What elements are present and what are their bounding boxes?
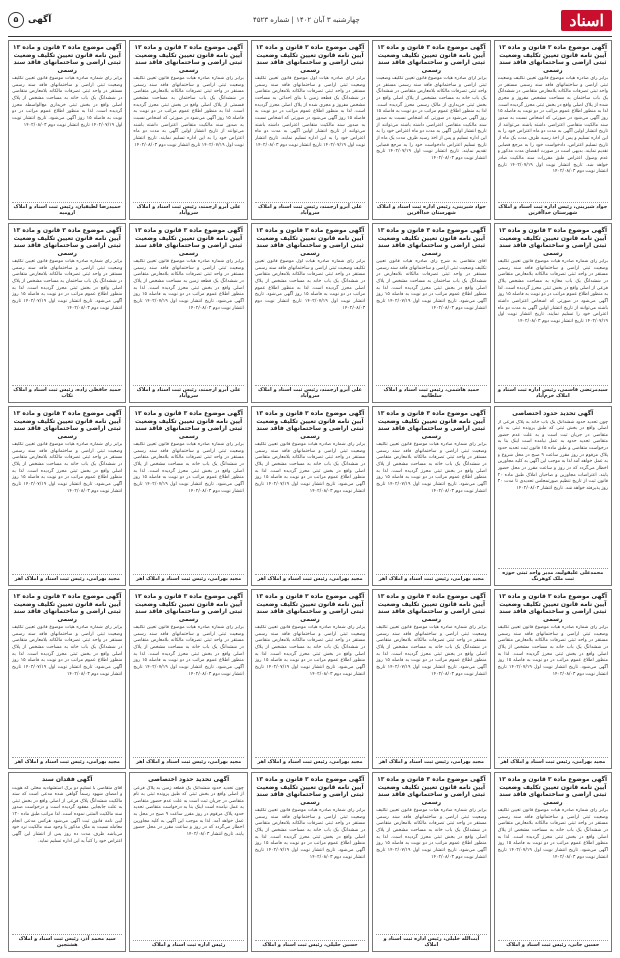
ad-title: آگهی موضوع ماده ۳ قانون و ماده ۱۳ آیین نامه قانون تعیین تکلیف وضعیت ثبتی اراضی و ساختمانهای فاقد سند رسمی [255,410,365,440]
ad-title: آگهی موضوع ماده ۳ قانون و ماده ۱۳ آیین نامه قانون تعیین تکلیف وضعیت ثبتی اراضی و ساختمانهای فاقد سند رسمی [377,227,486,257]
ad-body: برابر رأی شماره صادره هیأت اول موضوع قانون تعیین تکلیف وضعیت ثبتی اراضی و ساختمانهای فاقد سند رسمی مستقر در واحد ثبتی تصرفات مالکانه بلامعارض متقاضی در ششدانگ یک باب خانه به مساحت مشخص از پلاک اصلی محرز گردیده است. لذا به منظور اطلاع عموم مراتب در دو نوبت به فاصله ۱۵ روز آگهی می‌شود. تاریخ انتشار نوبت اول ۱۴۰۲/۰۷/۱۹ تاریخ انتشار نوبت دوم ۱۴۰۲/۰۸/۰۳ [254,259,366,311]
ad-title: آگهی موضوع ماده ۳ قانون و ماده ۱۳ آیین نامه قانون تعیین تکلیف وضعیت ثبتی اراضی و ساختمانهای فاقد سند رسمی [498,776,608,806]
ad-signature: علی آبرو ارجمند، رئیس ثبت اسناد و املاک سروآباد [255,385,365,399]
ad-notice [251,40,369,220]
ad-signature: مجید بهرامی، رئیس ثبت اسناد و املاک اهر [12,574,122,582]
page-number: ۵ [8,12,24,28]
ad-signature: حمید حافظی زاده، رئیس ثبت اسناد و املاک تکاب [13,387,122,399]
issue-info: چهارشنبه ۳ آبان ۱۴۰۲ | شماره ۴۵۲۳ [252,16,360,24]
ad-body: برابر رأی شماره صادره هیأت موضوع قانون تعیین تکلیف وضعیت ثبتی اراضی و ساختمانهای فاقد سند رسمی مستقر در واحد ثبتی تصرفات مالکانه بلامعارض متقاضی در ششدانگ یک باب خانه به مساحت مشخص از پلاک اصلی واقع در بخش ثبتی خریداری مع‌الواسطه محرز گردیده است. لذا به منظور اطلاع عموم مراتب در دو نوبت به فاصله ۱۵ روز آگهی می‌شود. تاریخ انتشار نوبت اول ۱۴۰۲/۰۷/۱۹ تاریخ انتشار نوبت دوم ۱۴۰۲/۰۸/۰۳ [12,76,123,128]
ad-title: آگهی موضوع ماده ۳ قانون و ماده ۱۳ آیین نامه قانون تعیین تکلیف وضعیت ثبتی اراضی و ساختمانهای فاقد سند رسمی [255,44,365,74]
ad-body: برابر رأی شماره صادره هیأت موضوع قانون تعیین تکلیف وضعیت ثبتی اراضی و ساختمانهای فاقد سند رسمی مستقر در واحد ثبتی تصرفات مالکانه بلامعارض متقاضی در ششدانگ یک باب خانه به مساحت مشخص از پلاک اصلی واقع در بخش ثبتی محرز گردیده است. لذا به منظور اطلاع عموم مراتب در دو نوبت به فاصله ۱۵ روز آگهی می‌شود. تاریخ انتشار نوبت اول ۱۴۰۲/۰۷/۱۹ تاریخ انتشار نوبت دوم ۱۴۰۲/۰۸/۰۳ [376,625,487,677]
ad-title: آگهی موضوع ماده ۳ قانون و ماده ۱۳ آیین نامه قانون تعیین تکلیف وضعیت ثبتی اراضی و ساختمانهای فاقد سند رسمی [377,410,486,440]
ad-signature: محمدعلی علیقولیه، مدیر واحد ثبتی حوزه ثبت ملک کوهرنگ [498,568,608,582]
ad-title: آگهی موضوع ماده ۳ قانون و ماده ۱۳ آیین نامه قانون تعیین تکلیف وضعیت ثبتی اراضی و ساختمانهای فاقد سند رسمی [12,227,122,257]
ad-notice [251,223,369,403]
ad-notice [129,223,247,403]
ad-title: آگهی موضوع ماده ۳ قانون و ماده ۱۳ آیین نامه قانون تعیین تکلیف وضعیت ثبتی اراضی و ساختمانهای فاقد سند رسمی [12,593,122,623]
ad-title: آگهی موضوع ماده ۳ قانون و ماده ۱۳ آیین نامه قانون تعیین تکلیف وضعیت ثبتی اراضی و ساختمانهای فاقد سند رسمی [377,593,486,623]
ad-signature: آیت‌الله خلیلی، رئیس اداره ثبت اسناد و املاک [376,934,486,948]
ad-title: آگهی موضوع ماده ۳ قانون و ماده ۱۳ آیین نامه قانون تعیین تکلیف وضعیت ثبتی اراضی و ساختمانهای فاقد سند رسمی [12,44,122,74]
ad-notice [372,589,490,769]
ad-title: آگهی موضوع ماده ۳ قانون و ماده ۱۳ آیین نامه قانون تعیین تکلیف وضعیت ثبتی اراضی و ساختمانهای فاقد سند رسمی [134,410,243,440]
ad-body: برابر رأی شماره صادره هیأت موضوع قانون تعیین تکلیف وضعیت ثبتی اراضی و ساختمانهای فاقد سند رسمی مستقر در واحد ثبتی تصرفات مالکانه بلامعارض متقاضی در ششدانگ یک باب خانه به مساحت مشخص از پلاک اصلی واقع در بخش ثبتی محرز گردیده است. لذا به منظور اطلاع عموم مراتب در دو نوبت به فاصله ۱۵ روز آگهی می‌شود. تاریخ انتشار نوبت اول ۱۴۰۲/۰۷/۱۹ تاریخ انتشار نوبت دوم ۱۴۰۲/۰۸/۰۳ [497,625,608,677]
ad-notice [494,406,612,586]
ad-notice [129,40,247,220]
ad-signature: رئیس اداره ثبت اسناد و املاک [133,940,243,948]
ad-signature: مجید بهرامی، رئیس ثبت اسناد و املاک اهر [376,757,486,765]
ad-title: آگهی موضوع ماده ۳ قانون و ماده ۱۳ آیین نامه قانون تعیین تکلیف وضعیت ثبتی اراضی و ساختمانهای فاقد سند رسمی [12,410,122,440]
ad-signature: مجید بهرامی، رئیس ثبت اسناد و املاک اهر [255,574,365,582]
ad-notice [8,40,126,220]
ad-body: آقای متقاضی با تسلیم دو برگ استشهادیه محلی که هویت و امضای شهود رسماً گواهی شده مدعی است که سند مالکیت ششدانگ پلاک فرعی از اصلی واقع در بخش ثبتی به علت جابجایی مفقود گردیده است و درخواست صدور سند مالکیت المثنی نموده است. لذا مراتب طبق ماده ۱۲۰ آیین نامه قانون ثبت آگهی می‌شود هرکس مدعی انجام معامله نسبت به ملک مذکور یا وجود سند مالکیت نزد خود می‌باشد ظرف مدت ده روز پس از انتشار این آگهی اعتراض خود را کتباً به این اداره تسلیم نماید. [12,785,123,844]
ad-title: آگهی موضوع ماده ۳ قانون و ماده ۱۳ آیین نامه قانون تعیین تکلیف وضعیت ثبتی اراضی و ساختمانهای فاقد سند رسمی [377,44,486,74]
ad-body: برابر رأی شماره صادره هیأت موضوع قانون تعیین تکلیف وضعیت ثبتی اراضی و ساختمانهای فاقد سند رسمی مستقر در واحد ثبتی تصرفات مالکانه بلامعارض متقاضی در ششدانگ یک باب خانه به مساحت مشخص از پلاک اصلی واقع در بخش ثبتی محرز گردیده است. لذا به منظور اطلاع عموم مراتب در دو نوبت به فاصله ۱۵ روز آگهی می‌شود. تاریخ انتشار نوبت اول ۱۴۰۲/۰۷/۱۹ تاریخ انتشار نوبت دوم ۱۴۰۲/۰۸/۰۳ [254,625,366,677]
ad-title: آگهی موضوع ماده ۳ قانون و ماده ۱۳ آیین نامه قانون تعیین تکلیف وضعیت ثبتی اراضی و ساختمانهای فاقد سند رسمی [377,776,486,806]
ad-notice [494,589,612,769]
ad-body: برابر رأی شماره صادره هیأت موضوع قانون تعیین تکلیف وضعیت ثبتی اراضی و ساختمانهای فاقد سند رسمی مستقر در واحد ثبتی تصرفات مالکانه بلامعارض متقاضی در ششدانگ یک باب ساختمان به مساحت مشخص قسمتی از پلاک اصلی واقع در بخش ثبتی محرز گردیده است. لذا به منظور اطلاع عموم مراتب در دو نوبت به فاصله ۱۵ روز آگهی می‌شود در صورتی که اشخاص نسبت به صدور سند مالکیت متقاضی اعتراضی داشته باشند می‌توانند از تاریخ انتشار اولین آگهی به مدت دو ماه اعتراض خود را به این اداره تسلیم نمایند. تاریخ انتشار نوبت اول ۱۴۰۲/۰۷/۱۹ تاریخ انتشار نوبت دوم ۱۴۰۲/۰۸/۰۳ [133,76,244,148]
ad-signature: مجید بهرامی، رئیس ثبت اسناد و املاک اهر [498,757,608,765]
ad-notice [129,589,247,769]
ad-notice [8,772,126,952]
ad-signature: سید محمد آذر، رئیس ثبت اسناد و املاک هشتجین [12,934,122,948]
ad-title: آگهی موضوع ماده ۳ قانون و ماده ۱۳ آیین نامه قانون تعیین تکلیف وضعیت ثبتی اراضی و ساختمانهای فاقد سند رسمی [134,593,243,623]
ad-title: آگهی تحدید حدود اختصاصی [512,410,594,417]
ads-grid [8,40,612,952]
section-label [8,12,51,28]
ad-signature: علی آبرو ارجمند، رئیس ثبت اسناد و املاک سروآباد [255,202,365,216]
ad-signature: حمید هاشمی، رئیس ثبت اسناد و املاک سلطانیه [376,385,486,399]
ad-notice [8,223,126,403]
ad-title: آگهی فقدان سند [41,776,93,783]
ad-notice [251,589,369,769]
ad-title: آگهی موضوع ماده ۳ قانون و ماده ۱۳ آیین نامه قانون تعیین تکلیف وضعیت ثبتی اراضی و ساختمانهای فاقد سند رسمی [498,44,608,74]
masthead [8,6,612,34]
ad-body: برابر رأی شماره صادره هیأت موضوع قانون تعیین تکلیف وضعیت ثبتی اراضی و ساختمانهای فاقد سند رسمی مستقر در واحد ثبتی تصرفات مالکانه بلامعارض متقاضی در ششدانگ یک باب خانه به مساحت مشخص از پلاک اصلی واقع در بخش ثبتی محرز گردیده است. لذا به منظور اطلاع عموم مراتب در دو نوبت به فاصله ۱۵ روز آگهی می‌شود. تاریخ انتشار نوبت اول ۱۴۰۲/۰۷/۱۹ تاریخ انتشار نوبت دوم ۱۴۰۲/۰۸/۰۳ [254,808,366,860]
ad-body: چون تحدید حدود ششدانگ یک قطعه زمین به پلاک فرعی از اصلی واقع در بخش ثبتی که طبق پرونده ثبتی به نام متقاضی در جریان ثبت است به علت عدم حضور متقاضی به عمل نیامده است اینک بنا به درخواست متقاضی تحدید حدود پلاک مرقوم در روز مقرر ساعت ۹ صبح در محل به عمل خواهد آمد. لذا به موجب این آگهی به کلیه مجاورین اخطار می‌گردد که در روز و ساعت مقرر در محل حضور یابند. تاریخ انتشار ۱۴۰۲/۰۸/۰۳ [133,785,244,838]
ad-signature: مجید بهرامی، رئیس ثبت اسناد و املاک اهر [133,574,243,582]
ad-notice [372,40,490,220]
ad-body: برابر رأی صادره هیأت موضوع قانون تعیین تکلیف وضعیت ثبتی اراضی و ساختمانهای فاقد سند رسمی مستقر در واحد ثبتی تصرفات مالکانه بلامعارض متقاضی در ششدانگ یک باب ساختمان به مساحت مشخص مفروز و مجزی شده از پلاک اصلی واقع در بخش ثبتی محرز گردیده است. لذا به منظور اطلاع عموم مراتب در دو نوبت به فاصله ۱۵ روز آگهی می‌شود در صورتی که اشخاص نسبت به صدور سند مالکیت متقاضی اعتراضی داشته باشند می‌توانند از تاریخ انتشار اولین آگهی به مدت دو ماه اعتراض خود را به این اداره تسلیم و پس از اخذ رسید ظرف مدت یک ماه از تاریخ تسلیم اعتراض، دادخواست خود را به مرجع قضایی تقدیم نمایند. بدیهی است در صورت انقضای مدت مذکور و عدم وصول اعتراض طبق مقررات سند مالکیت صادر خواهد شد. تاریخ انتشار نوبت اول ۱۴۰۲/۰۷/۱۹ تاریخ انتشار نوبت دوم ۱۴۰۲/۰۸/۰۳ [497,76,608,175]
ad-notice [251,406,369,586]
ad-signature: علی آبرو ارجمند، رئیس ثبت اسناد و املاک سروآباد [133,202,243,216]
ad-notice [8,589,126,769]
ad-signature: جواد شیرینی، رئیس اداره ثبت اسناد و املاک شهرستان خداآفرین [376,204,486,216]
ad-body: آقای متقاضی به شرح رأی صادره هیأت قانون تعیین تکلیف وضعیت ثبتی اراضی و ساختمانهای فاقد سند رسمی مستقر در واحد ثبتی تصرفات مالکانه بلامعارض در ششدانگ یک باب ساختمان به مساحت مشخص از پلاک اصلی واقع در بخش ثبتی محرز گردیده است. لذا به منظور اطلاع عموم مراتب در دو نوبت به فاصله ۱۵ روز آگهی می‌شود. تاریخ انتشار نوبت اول ۱۴۰۲/۰۷/۱۹ تاریخ انتشار نوبت دوم ۱۴۰۲/۰۸/۰۳ [376,259,487,311]
ad-signature: مجید بهرامی، رئیس ثبت اسناد و املاک اهر [255,757,365,765]
ad-body: برابر رأی شماره صادره هیأت موضوع قانون تعیین تکلیف وضعیت ثبتی اراضی و ساختمانهای فاقد سند رسمی مستقر در واحد ثبتی تصرفات مالکانه بلامعارض متقاضی در ششدانگ یک باب خانه به مساحت مشخص از پلاک اصلی واقع در بخش ثبتی محرز گردیده است. لذا به منظور اطلاع عموم مراتب در دو نوبت به فاصله ۱۵ روز آگهی می‌شود. تاریخ انتشار نوبت اول ۱۴۰۲/۰۷/۱۹ تاریخ انتشار نوبت دوم ۱۴۰۲/۰۸/۰۳ [133,442,244,494]
ad-notice [251,772,369,952]
ad-signature: حسین جانی، رئیس ثبت اسناد و املاک [498,940,608,948]
logo-box [561,10,612,31]
ad-body: برابر رأی شماره صادره هیأت موضوع قانون تعیین تکلیف وضعیت ثبتی اراضی و ساختمانهای فاقد سند رسمی مستقر در واحد ثبتی تصرفات مالکانه بلامعارض متقاضی در ششدانگ یک باب ساختمان به مساحت مشخص از پلاک اصلی واقع در بخش ثبتی محرز گردیده است. لذا به منظور اطلاع عموم مراتب در دو نوبت به فاصله ۱۵ روز آگهی می‌شود. تاریخ انتشار نوبت اول ۱۴۰۲/۰۷/۱۹ تاریخ انتشار نوبت دوم ۱۴۰۲/۰۸/۰۳ [12,259,123,311]
ad-signature: حسین حلیلی، رئیس ثبت اسناد و املاک [255,940,365,948]
ad-title: آگهی موضوع ماده ۳ قانون و ماده ۱۳ آیین نامه قانون تعیین تکلیف وضعیت ثبتی اراضی و ساختمانهای فاقد سند رسمی [255,227,365,257]
ad-notice [8,406,126,586]
ad-title: آگهی موضوع ماده ۳ قانون و ماده ۱۳ آیین نامه قانون تعیین تکلیف وضعیت ثبتی اراضی و ساختمانهای فاقد سند رسمی [255,776,365,806]
ad-body: برابر رأی شماره صادره هیأت موضوع قانون تعیین تکلیف وضعیت ثبتی اراضی و ساختمانهای فاقد سند رسمی مستقر در واحد ثبتی تصرفات مالکانه بلامعارض متقاضی در ششدانگ یک باب خانه به مساحت مشخص از پلاک اصلی واقع در بخش ثبتی محرز گردیده است. لذا به منظور اطلاع عموم مراتب در دو نوبت به فاصله ۱۵ روز آگهی می‌شود. تاریخ انتشار نوبت اول ۱۴۰۲/۰۷/۱۹ تاریخ انتشار نوبت دوم ۱۴۰۲/۰۸/۰۳ [376,808,487,860]
ad-notice [129,406,247,586]
ad-body: برابر رأی شماره صادره هیأت موضوع قانون تعیین تکلیف وضعیت ثبتی اراضی و ساختمانهای فاقد سند رسمی مستقر در واحد ثبتی تصرفات مالکانه بلامعارض متقاضی در ششدانگ یک باب خانه به مساحت مشخص از پلاک اصلی واقع در بخش ثبتی محرز گردیده است. لذا به منظور اطلاع عموم مراتب در دو نوبت به فاصله ۱۵ روز آگهی می‌شود. تاریخ انتشار نوبت اول ۱۴۰۲/۰۷/۱۹ تاریخ انتشار نوبت دوم ۱۴۰۲/۰۸/۰۳ [497,808,608,860]
ad-body: برابر رأی شماره صادره هیأت موضوع قانون تعیین تکلیف وضعیت ثبتی اراضی و ساختمانهای فاقد سند رسمی مستقر در واحد ثبتی تصرفات مالکانه بلامعارض متقاضی در ششدانگ یک باب خانه به مساحت مشخص از پلاک اصلی واقع در بخش ثبتی محرز گردیده است. لذا به منظور اطلاع عموم مراتب در دو نوبت به فاصله ۱۵ روز آگهی می‌شود. تاریخ انتشار نوبت اول ۱۴۰۲/۰۷/۱۹ تاریخ انتشار نوبت دوم ۱۴۰۲/۰۸/۰۳ [254,442,366,494]
ad-title: آگهی موضوع ماده ۳ قانون و ماده ۱۳ آیین نامه قانون تعیین تکلیف وضعیت ثبتی اراضی و ساختمانهای فاقد سند رسمی [498,227,608,257]
header-rule [8,36,612,37]
ad-notice [372,772,490,952]
ad-title: آگهی موضوع ماده ۳ قانون و ماده ۱۳ آیین نامه قانون تعیین تکلیف وضعیت ثبتی اراضی و ساختمانهای فاقد سند رسمی [134,227,243,257]
ad-signature: سیدمرتضی قاسمی، رئیس اداره ثبت اسناد و املاک خرم‌آباد [497,387,608,399]
ad-body: برابر رأی شماره صادره هیأت موضوع قانون تعیین تکلیف وضعیت ثبتی اراضی و ساختمانهای فاقد سند رسمی مستقر در واحد ثبتی تصرفات مالکانه بلامعارض متقاضی در ششدانگ یک باب مغازه به مساحت مشخص پلاک فرعی از اصلی واقع در بخش ثبتی محرز گردیده است. لذا به منظور اطلاع عموم مراتب در دو نوبت به فاصله ۱۵ روز آگهی می‌شود در صورتی که اشخاص اعتراضی داشته باشند می‌توانند از تاریخ انتشار اولین آگهی به مدت دو ماه اعتراض خود را تسلیم نمایند. تاریخ انتشار نوبت اول ۱۴۰۲/۰۷/۱۹ تاریخ انتشار نوبت دوم ۱۴۰۲/۰۸/۰۳ [497,259,608,324]
ad-title: آگهی موضوع ماده ۳ قانون و ماده ۱۳ آیین نامه قانون تعیین تکلیف وضعیت ثبتی اراضی و ساختمانهای فاقد سند رسمی [134,44,243,74]
ad-body: برابر رأی شماره صادره هیأت موضوع قانون تعیین تکلیف وضعیت ثبتی اراضی و ساختمانهای فاقد سند رسمی مستقر در واحد ثبتی تصرفات مالکانه بلامعارض متقاضی در ششدانگ یک باب خانه به مساحت مشخص از پلاک اصلی واقع در بخش ثبتی محرز گردیده است. لذا به منظور اطلاع عموم مراتب در دو نوبت به فاصله ۱۵ روز آگهی می‌شود. تاریخ انتشار نوبت اول ۱۴۰۲/۰۷/۱۹ تاریخ انتشار نوبت دوم ۱۴۰۲/۰۸/۰۳ [12,625,123,677]
ad-signature: حمیدرضا لطیفیان، رئیس ثبت اسناد و املاک ارومیه [13,204,121,216]
ad-title: آگهی موضوع ماده ۳ قانون و ماده ۱۳ آیین نامه قانون تعیین تکلیف وضعیت ثبتی اراضی و ساختمانهای فاقد سند رسمی [255,593,365,623]
ad-signature: مجید بهرامی، رئیس ثبت اسناد و املاک اهر [133,757,243,765]
ad-notice [129,772,247,952]
ad-body: برابر آرای صادره هیأت موضوع قانون تعیین تکلیف وضعیت ثبتی اراضی و ساختمانهای فاقد سند رسمی مستقر در واحد ثبتی تصرفات مالکانه بلامعارض متقاضی در ششدانگ یک باب خانه به مساحت مشخص از پلاک اصلی واقع در بخش ثبتی خریداری از مالک رسمی محرز گردیده است. لذا به منظور اطلاع عموم مراتب در دو نوبت به فاصله ۱۵ روز آگهی می‌شود در صورتی که اشخاص نسبت به صدور سند مالکیت متقاضی اعتراضی داشته باشند می‌توانند از تاریخ انتشار اولین آگهی به مدت دو ماه اعتراض خود را به این اداره تسلیم و پس از اخذ رسید ظرف مدت یک ماه از تاریخ تسلیم اعتراض دادخواست خود را به مرجع قضایی تقدیم نمایند. تاریخ انتشار نوبت اول ۱۴۰۲/۰۷/۱۹ تاریخ انتشار نوبت دوم ۱۴۰۲/۰۸/۰۳ [376,76,487,161]
section-name: آگهی [28,15,52,25]
ad-signature: مجید بهرامی، رئیس ثبت اسناد و املاک اهر [12,757,122,765]
ad-body: چون تحدید حدود ششدانگ یک باب خانه به پلاک فرعی از اصلی واقع در بخش ثبتی که طبق پرونده ثبتی به نام متقاضی در جریان ثبت است و به علت عدم حضور متقاضی تحدید حدود به عمل نیامده است اینک بنا به درخواست متقاضی و طبق ماده ۱۵ قانون ثبت تحدید حدود پلاک مرقوم در روز مقرر ساعت ۹ صبح در محل شروع و به عمل خواهد آمد لذا به موجب این آگهی به کلیه مجاورین اخطار می‌گردد که در روز و ساعت مقرر در محل حضور یابند. اعتراضات مجاورین و صاحبان املاک طبق ماده ۲۰ قانون ثبت از تاریخ تنظیم صورتمجلس تحدیدی تا مدت ۳۰ روز پذیرفته خواهد شد. تاریخ انتشار ۱۴۰۲/۰۸/۰۳ [497,419,608,492]
ad-notice [372,406,490,586]
ad-notice [372,223,490,403]
ad-title: آگهی موضوع ماده ۳ قانون و ماده ۱۳ آیین نامه قانون تعیین تکلیف وضعیت ثبتی اراضی و ساختمانهای فاقد سند رسمی [498,593,608,623]
ad-body: برابر رأی شماره صادره هیأت موضوع قانون تعیین تکلیف وضعیت ثبتی اراضی و ساختمانهای فاقد سند رسمی مستقر در واحد ثبتی تصرفات مالکانه بلامعارض متقاضی در ششدانگ یک باب خانه به مساحت مشخص از پلاک اصلی واقع در بخش ثبتی محرز گردیده است. لذا به منظور اطلاع عموم مراتب در دو نوبت به فاصله ۱۵ روز آگهی می‌شود. تاریخ انتشار نوبت اول ۱۴۰۲/۰۷/۱۹ تاریخ انتشار نوبت دوم ۱۴۰۲/۰۸/۰۳ [376,442,487,494]
ad-notice [494,223,612,403]
ad-signature: مجید بهرامی، رئیس ثبت اسناد و املاک اهر [376,574,486,582]
ad-notice [494,40,612,220]
ad-body: برابر آرای صادره هیأت اول موضوع قانون تعیین تکلیف وضعیت ثبتی اراضی و ساختمانهای فاقد سند رسمی مستقر در واحد ثبتی تصرفات مالکانه بلامعارض متقاضی در ششدانگ یک قطعه زمین با بنای احداثی به مساحت مشخص مفروز و مجزی شده از پلاک اصلی محرز گردیده است. لذا به منظور اطلاع عموم مراتب در دو نوبت به فاصله ۱۵ روز آگهی می‌شود در صورتی که اشخاص نسبت به صدور سند مالکیت متقاضی اعتراضی داشته باشند می‌توانند از تاریخ انتشار اولین آگهی به مدت دو ماه اعتراض خود را به این اداره تسلیم نمایند. تاریخ انتشار نوبت اول ۱۴۰۲/۰۷/۱۹ تاریخ انتشار نوبت دوم ۱۴۰۲/۰۸/۰۳ [254,76,366,148]
ad-title: آگهی تحدید حدود اختصاصی [148,776,230,783]
ad-body: برابر رأی شماره صادره هیأت موضوع قانون تعیین تکلیف وضعیت ثبتی اراضی و ساختمانهای فاقد سند رسمی مستقر در واحد ثبتی تصرفات مالکانه بلامعارض متقاضی در ششدانگ یک باب خانه به مساحت مشخص از پلاک اصلی واقع در بخش ثبتی محرز گردیده است. لذا به منظور اطلاع عموم مراتب در دو نوبت به فاصله ۱۵ روز آگهی می‌شود. تاریخ انتشار نوبت اول ۱۴۰۲/۰۷/۱۹ تاریخ انتشار نوبت دوم ۱۴۰۲/۰۸/۰۳ [12,442,123,494]
newspaper-logo: اسناد [561,10,612,31]
ad-signature: جواد شیرینی، رئیس اداره ثبت اسناد و املاک شهرستان خداآفرین [498,204,608,216]
ad-signature: علی آبرو ارجمند، رئیس ثبت اسناد و املاک سروآباد [133,385,243,399]
ad-body: برابر رأی شماره صادره هیأت موضوع قانون تعیین تکلیف وضعیت ثبتی اراضی و ساختمانهای فاقد سند رسمی مستقر در واحد ثبتی تصرفات مالکانه بلامعارض متقاضی در ششدانگ یک قطعه زمین به مساحت مشخص از پلاک اصلی واقع در بخش ثبتی محرز گردیده است. لذا به منظور اطلاع عموم مراتب در دو نوبت به فاصله ۱۵ روز آگهی می‌شود. تاریخ انتشار نوبت اول ۱۴۰۲/۰۷/۱۹ تاریخ انتشار نوبت دوم ۱۴۰۲/۰۸/۰۳ [133,259,244,311]
ad-body: برابر رأی شماره صادره هیأت موضوع قانون تعیین تکلیف وضعیت ثبتی اراضی و ساختمانهای فاقد سند رسمی مستقر در واحد ثبتی تصرفات مالکانه بلامعارض متقاضی در ششدانگ یک باب خانه به مساحت مشخص از پلاک اصلی واقع در بخش ثبتی محرز گردیده است. لذا به منظور اطلاع عموم مراتب در دو نوبت به فاصله ۱۵ روز آگهی می‌شود. تاریخ انتشار نوبت اول ۱۴۰۲/۰۷/۱۹ تاریخ انتشار نوبت دوم ۱۴۰۲/۰۸/۰۳ [133,625,244,677]
ad-notice [494,772,612,952]
